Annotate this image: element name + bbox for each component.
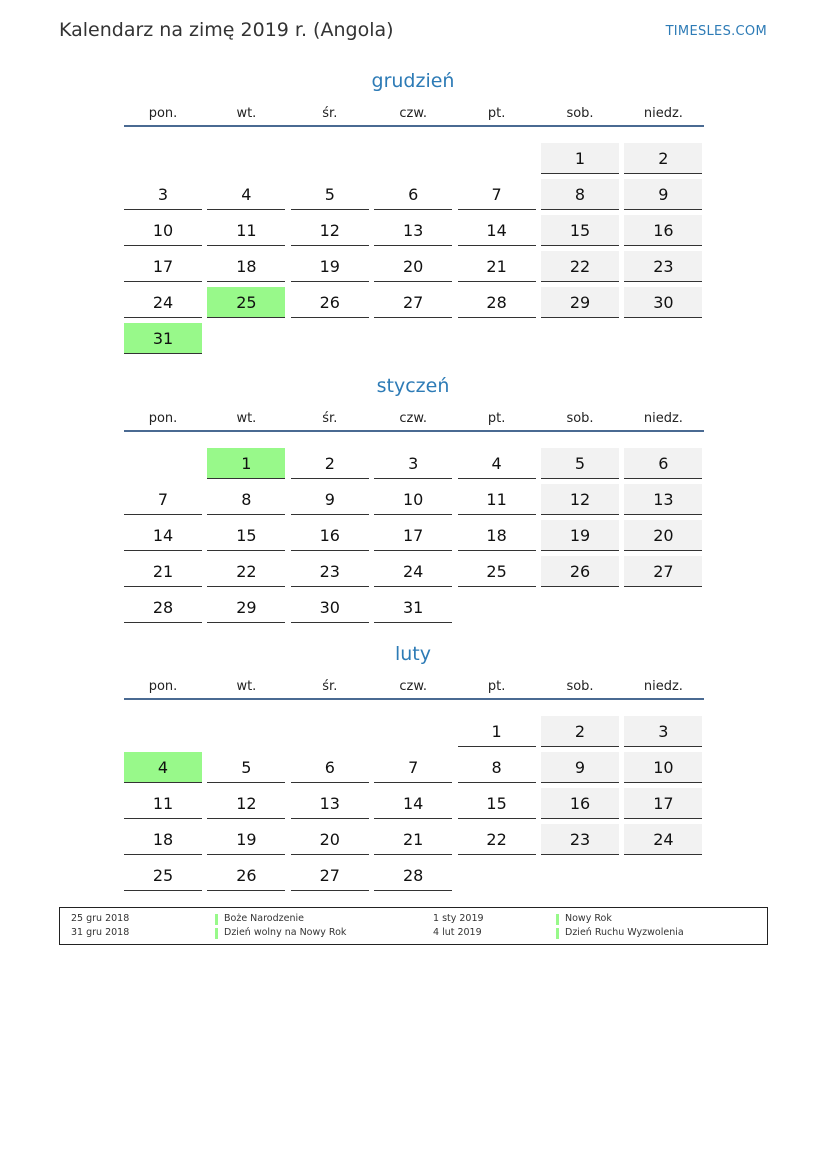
day-cell: 2: [291, 448, 369, 479]
day-cell: 3: [124, 179, 202, 210]
legend-holiday-name: Dzień Ruchu Wyzwolenia: [565, 927, 684, 938]
header-rule: [124, 430, 704, 432]
weekday-label: niedz.: [643, 411, 683, 426]
day-cell: 30: [291, 592, 369, 623]
day-cell: 18: [207, 251, 285, 282]
month-december: [122, 70, 704, 360]
day-cell: 13: [624, 484, 702, 515]
day-cell: 24: [624, 824, 702, 855]
day-cell: 8: [207, 484, 285, 515]
day-cell: 8: [458, 752, 536, 783]
day-cell: 14: [458, 215, 536, 246]
weekday-label: pt.: [487, 106, 506, 121]
legend-holiday-name: Boże Narodzenie: [224, 913, 304, 924]
day-cell: 26: [541, 556, 619, 587]
holiday-legend: [59, 907, 768, 945]
day-cell: 15: [207, 520, 285, 551]
weekday-label: wt.: [236, 411, 257, 426]
legend-marker: [215, 914, 218, 925]
weekday-label: sob.: [566, 411, 594, 426]
day-cell: 11: [207, 215, 285, 246]
day-cell: 27: [291, 860, 369, 891]
weekday-label: niedz.: [643, 106, 683, 121]
day-cell: 23: [624, 251, 702, 282]
day-cell: 10: [124, 215, 202, 246]
weekday-label: pon.: [148, 106, 178, 121]
day-cell: 20: [291, 824, 369, 855]
weekday-label: pon.: [148, 679, 178, 694]
day-cell: 22: [207, 556, 285, 587]
day-cell: 25: [207, 287, 285, 318]
page-title: Kalendarz na zimę 2019 r. (Angola): [59, 19, 394, 41]
weekday-label: czw.: [399, 411, 427, 426]
legend-marker: [215, 928, 218, 939]
day-cell: 2: [541, 716, 619, 747]
day-cell: 6: [374, 179, 452, 210]
day-cell: 2: [624, 143, 702, 174]
month-title: grudzień: [371, 70, 455, 92]
weekday-label: czw.: [399, 679, 427, 694]
day-cell: 8: [541, 179, 619, 210]
day-cell: 12: [291, 215, 369, 246]
weekday-label: pt.: [487, 411, 506, 426]
day-cell: 16: [624, 215, 702, 246]
weekday-label: wt.: [236, 679, 257, 694]
day-cell: 23: [291, 556, 369, 587]
day-cell: 7: [124, 484, 202, 515]
day-cell: 25: [124, 860, 202, 891]
day-cell: 22: [458, 824, 536, 855]
day-cell: 21: [458, 251, 536, 282]
day-cell: 13: [291, 788, 369, 819]
legend-marker: [556, 928, 559, 939]
day-cell: 29: [541, 287, 619, 318]
day-cell: 19: [541, 520, 619, 551]
day-cell: 1: [541, 143, 619, 174]
day-cell: 21: [124, 556, 202, 587]
weekday-header: [122, 411, 704, 431]
day-cell: 5: [541, 448, 619, 479]
day-cell: 14: [374, 788, 452, 819]
weekday-label: pt.: [487, 679, 506, 694]
day-cell: 16: [541, 788, 619, 819]
day-cell: 30: [624, 287, 702, 318]
day-cell: 12: [207, 788, 285, 819]
day-cell: 31: [374, 592, 452, 623]
day-cell: 24: [124, 287, 202, 318]
legend-marker: [556, 914, 559, 925]
day-cell: 31: [124, 323, 202, 354]
legend-date: 25 gru 2018: [71, 913, 130, 924]
day-cell: 15: [458, 788, 536, 819]
day-cell: 20: [624, 520, 702, 551]
day-cell: 4: [458, 448, 536, 479]
day-cell: 4: [207, 179, 285, 210]
header-rule: [124, 698, 704, 700]
day-cell: 10: [624, 752, 702, 783]
day-cell: 26: [207, 860, 285, 891]
month-title: styczeń: [376, 375, 450, 397]
day-cell: 11: [458, 484, 536, 515]
legend-date: 4 lut 2019: [433, 927, 482, 938]
day-cell: 9: [541, 752, 619, 783]
day-cell: 21: [374, 824, 452, 855]
month-title: luty: [394, 643, 431, 665]
day-cell: 7: [374, 752, 452, 783]
weekday-label: pon.: [148, 411, 178, 426]
month-january: [122, 375, 704, 625]
day-cell: 28: [458, 287, 536, 318]
day-cell: 14: [124, 520, 202, 551]
day-cell: 10: [374, 484, 452, 515]
brand-link[interactable]: TIMESLES.COM: [665, 24, 767, 39]
legend-date: 1 sty 2019: [433, 913, 484, 924]
day-cell: 1: [207, 448, 285, 479]
day-cell: 15: [541, 215, 619, 246]
weekday-header: [122, 679, 704, 699]
day-cell: 16: [291, 520, 369, 551]
header-rule: [124, 125, 704, 127]
day-cell: 27: [624, 556, 702, 587]
legend-holiday-name: Nowy Rok: [565, 913, 612, 924]
day-cell: 5: [291, 179, 369, 210]
weekday-label: sob.: [566, 679, 594, 694]
day-cell: 18: [458, 520, 536, 551]
day-cell: 6: [624, 448, 702, 479]
day-cell: 29: [207, 592, 285, 623]
day-cell: 5: [207, 752, 285, 783]
day-cell: 26: [291, 287, 369, 318]
day-cell: 23: [541, 824, 619, 855]
day-cell: 1: [458, 716, 536, 747]
day-cell: 20: [374, 251, 452, 282]
day-cell: 27: [374, 287, 452, 318]
day-cell: 28: [124, 592, 202, 623]
day-cell: 19: [291, 251, 369, 282]
day-cell: 17: [374, 520, 452, 551]
day-cell: 7: [458, 179, 536, 210]
day-cell: 17: [124, 251, 202, 282]
day-cell: 22: [541, 251, 619, 282]
day-cell: 19: [207, 824, 285, 855]
day-cell: 18: [124, 824, 202, 855]
day-cell: 9: [624, 179, 702, 210]
day-cell: 25: [458, 556, 536, 587]
weekday-label: śr.: [322, 106, 338, 121]
month-february: [122, 643, 704, 893]
weekday-label: śr.: [322, 411, 338, 426]
day-cell: 24: [374, 556, 452, 587]
day-cell: 9: [291, 484, 369, 515]
day-cell: 3: [624, 716, 702, 747]
weekday-label: czw.: [399, 106, 427, 121]
weekday-header: [122, 106, 704, 126]
day-cell: 3: [374, 448, 452, 479]
legend-date: 31 gru 2018: [71, 927, 130, 938]
day-cell: 4: [124, 752, 202, 783]
day-cell: 12: [541, 484, 619, 515]
day-cell: 11: [124, 788, 202, 819]
day-cell: 28: [374, 860, 452, 891]
day-cell: 17: [624, 788, 702, 819]
weekday-label: sob.: [566, 106, 594, 121]
weekday-label: śr.: [322, 679, 338, 694]
day-cell: 6: [291, 752, 369, 783]
weekday-label: niedz.: [643, 679, 683, 694]
weekday-label: wt.: [236, 106, 257, 121]
legend-holiday-name: Dzień wolny na Nowy Rok: [224, 927, 347, 938]
day-cell: 13: [374, 215, 452, 246]
